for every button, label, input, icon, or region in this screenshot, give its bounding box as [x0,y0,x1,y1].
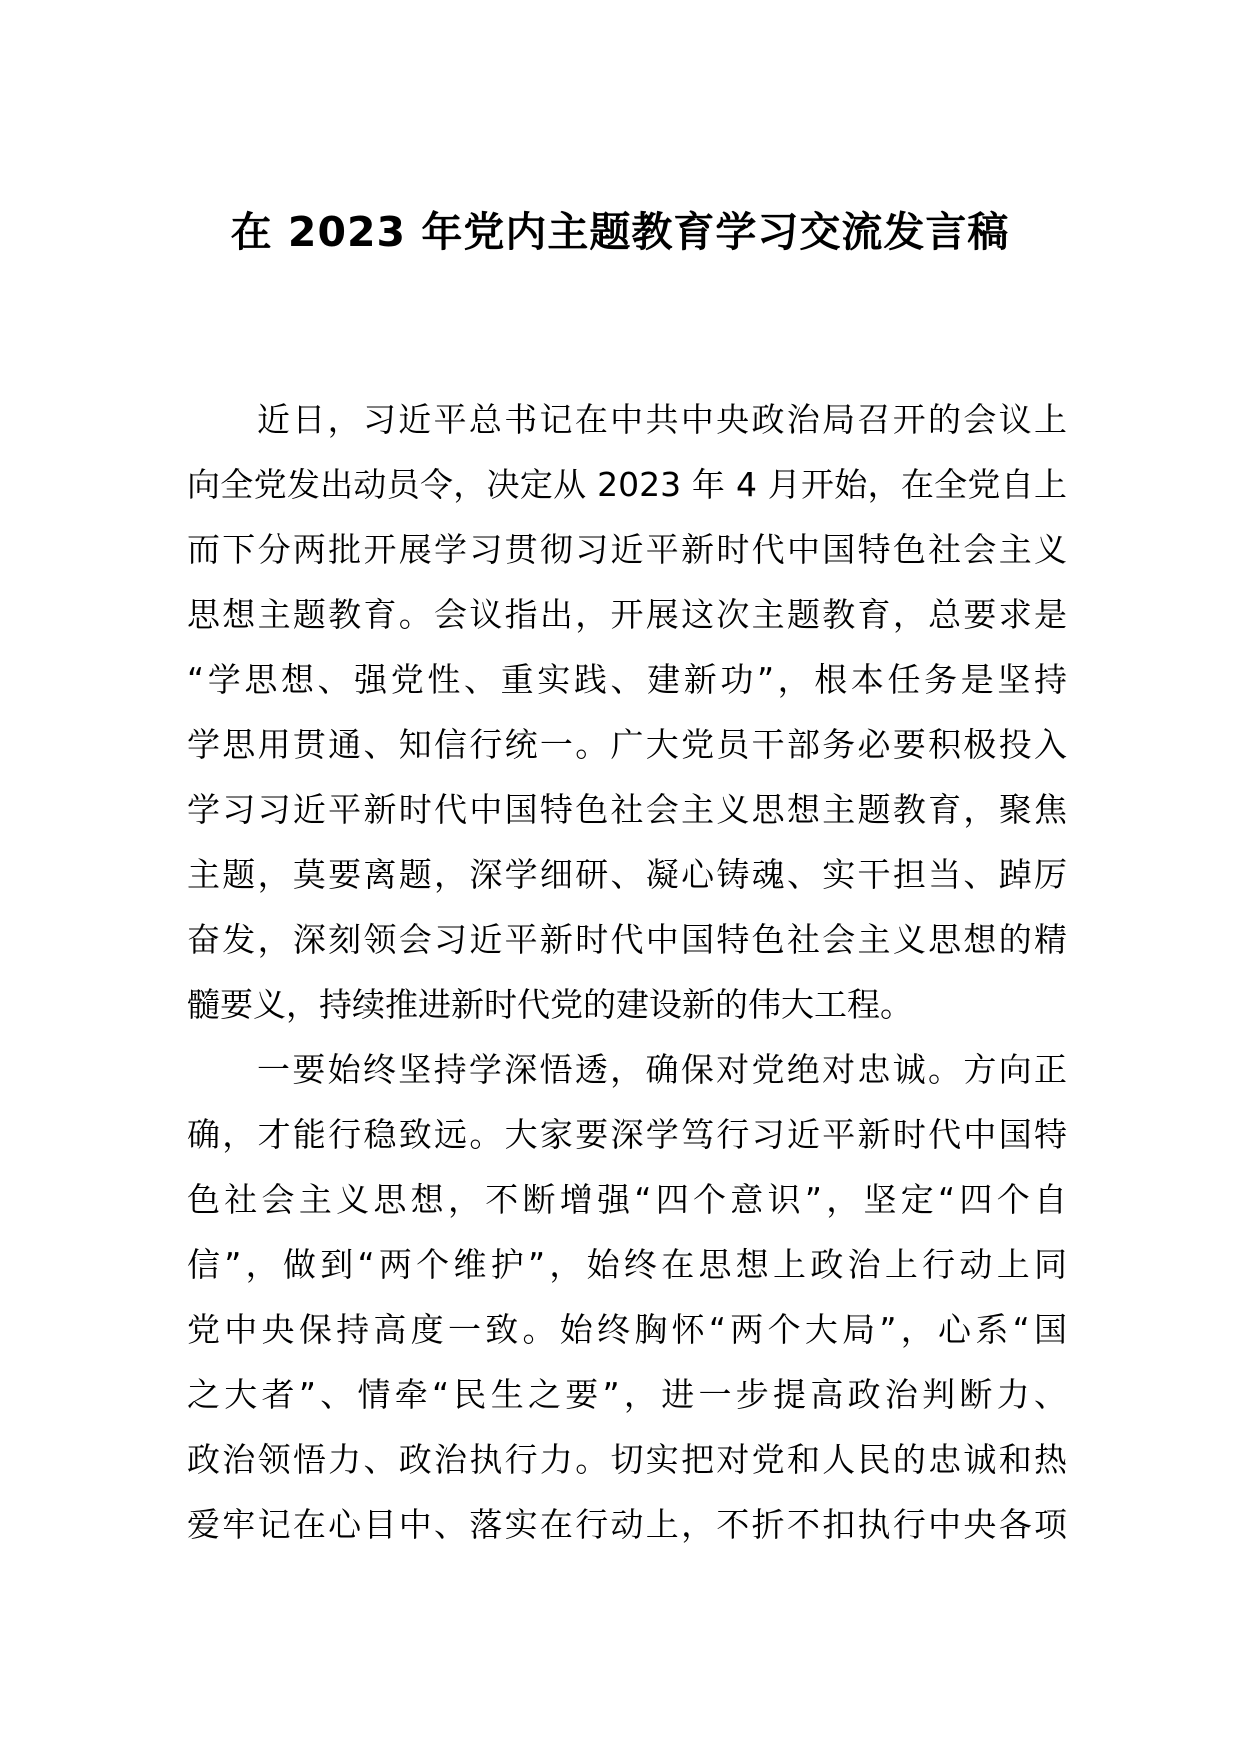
paragraph-2-line-6: 之大者”、情牵“民生之要”，进一步提高政治判断力、 [187,1375,1067,1414]
paragraph-2-line-2: 确，才能行稳致远。大家要深学笃行习近平新时代中国特 [187,1115,1067,1154]
paragraph-2-line-5: 党中央保持高度一致。始终胸怀“两个大局”，心系“国 [187,1310,1067,1349]
paragraph-1-line-9: 奋发，深刻领会习近平新时代中国特色社会主义思想的精 [187,920,1067,959]
paragraph-2-line-7: 政治领悟力、政治执行力。切实把对党和人民的忠诚和热 [187,1440,1067,1479]
paragraph-1-line-3: 而下分两批开展学习贯彻习近平新时代中国特色社会主义 [187,530,1067,569]
paragraph-1-line-1: 近日，习近平总书记在中共中央政治局召开的会议上 [257,400,1067,439]
paragraph-1-line-10: 髓要义，持续推进新时代党的建设新的伟大工程。 [187,985,913,1024]
paragraph-1-line-4: 思想主题教育。会议指出，开展这次主题教育，总要求是 [187,595,1067,634]
paragraph-1-line-5: “学思想、强党性、重实践、建新功”，根本任务是坚持 [187,660,1067,699]
paragraph-1-line-7: 学习习近平新时代中国特色社会主义思想主题教育，聚焦 [187,790,1067,829]
paragraph-1-line-6: 学思用贯通、知信行统一。广大党员干部务必要积极投入 [187,725,1067,764]
paragraph-2-line-1: 一要始终坚持学深悟透，确保对党绝对忠诚。方向正 [257,1050,1067,1089]
paragraph-1-line-2: 向全党发出动员令，决定从 2023 年 4 月开始，在全党自上 [187,465,1067,504]
document-body [187,387,1067,1557]
paragraph-2-line-8: 爱牢记在心目中、落实在行动上，不折不扣执行中央各项 [187,1505,1067,1544]
paragraph-1-line-8: 主题，莫要离题，深学细研、凝心铸魂、实干担当、踔厉 [187,855,1067,894]
document-title: 在 2023 年党内主题教育学习交流发言稿 [230,208,1010,256]
paragraph-2-line-3: 色社会主义思想，不断增强“四个意识”，坚定“四个自 [187,1180,1067,1219]
paragraph-2-line-4: 信”，做到“两个维护”，始终在思想上政治上行动上同 [187,1245,1067,1284]
